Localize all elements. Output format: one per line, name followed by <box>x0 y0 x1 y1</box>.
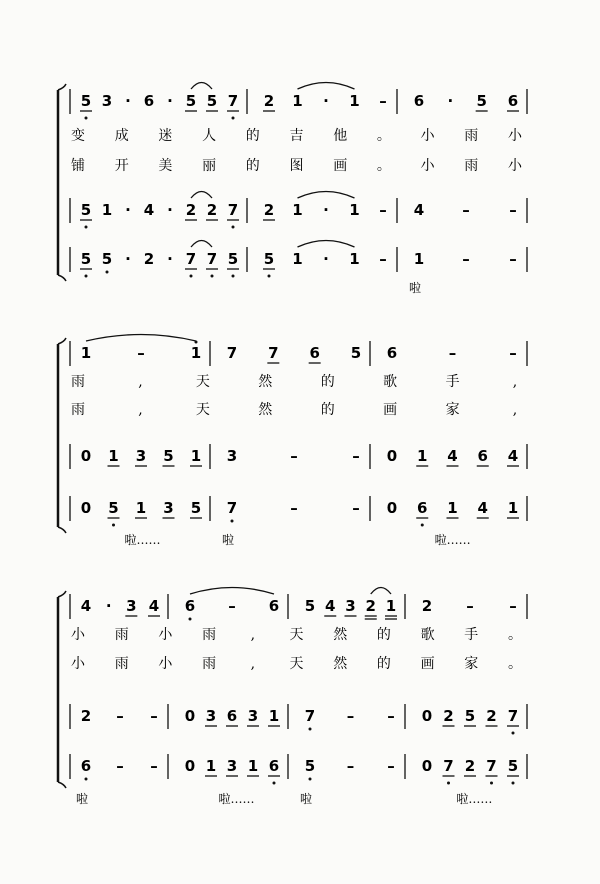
note: 3 <box>226 447 238 465</box>
brace-hook-top <box>58 338 66 344</box>
note: 6 <box>80 757 92 775</box>
octave-dot-below <box>232 226 235 229</box>
octave-dot-below <box>512 732 515 735</box>
note: 3 <box>226 757 238 775</box>
note: 2 <box>443 707 454 725</box>
lyric-line <box>0 127 523 144</box>
note: 4 <box>507 447 519 465</box>
note: 3 <box>135 447 147 465</box>
lyric-line <box>0 402 517 418</box>
dash-extender: – <box>462 250 470 268</box>
lyric-char: 美 <box>158 158 173 174</box>
note: 7 <box>507 707 519 725</box>
note: 7 <box>227 92 239 110</box>
dash-extender: – <box>466 597 474 615</box>
laa-syllable: 啦…… <box>456 792 493 806</box>
dash-extender: – <box>352 447 360 465</box>
lyric-char: 雨 <box>114 627 129 643</box>
note: 2 <box>206 201 218 219</box>
dash-extender: – <box>387 707 395 725</box>
laa-syllable: 啦 <box>300 792 313 806</box>
augmentation-dot: · <box>105 597 112 615</box>
octave-dot-below <box>211 275 214 278</box>
note: 1 <box>190 447 202 465</box>
note: 7 <box>226 499 238 517</box>
dash-extender: – <box>116 707 124 725</box>
note: 4 <box>413 201 425 219</box>
note: 1 <box>507 499 519 517</box>
lyric-char: 小 <box>508 128 522 144</box>
note: 1 <box>417 447 428 465</box>
lyric-char: 然 <box>333 656 348 672</box>
note: 6 <box>417 499 428 517</box>
note: 6 <box>143 92 155 110</box>
note: 2 <box>185 201 197 219</box>
augmentation-dot: · <box>323 201 329 219</box>
note: 6 <box>413 92 425 110</box>
lyric-char: 小 <box>158 627 173 643</box>
lyric-char: 小 <box>71 656 85 672</box>
lyric-char: 雨 <box>202 627 217 643</box>
note: 0 <box>386 499 398 517</box>
lyric-char: 天 <box>289 627 304 643</box>
augmentation-dot: · <box>167 201 173 219</box>
lyric-char: 小 <box>508 158 522 174</box>
lyric-char: , <box>512 374 518 390</box>
note: 1 <box>292 250 303 268</box>
tie-arc <box>86 335 196 342</box>
note: 5 <box>80 201 92 219</box>
laa-syllable: 啦 <box>222 533 235 547</box>
tie-arc <box>190 588 274 595</box>
laa-syllable: 啦 <box>409 281 422 295</box>
note: 4 <box>477 499 488 517</box>
lyric-char: 变 <box>71 128 85 144</box>
lyric-char: 。 <box>508 656 522 672</box>
lyric-char: 迷 <box>158 128 173 144</box>
augmentation-dot: · <box>167 92 173 110</box>
note: 2 <box>421 597 433 615</box>
lyric-char: 雨 <box>114 656 129 672</box>
note: 6 <box>386 344 398 362</box>
note: 1 <box>349 250 360 268</box>
dash-extender: – <box>290 499 298 517</box>
laa-syllable: 啦…… <box>218 792 255 806</box>
augmentation-dot: · <box>125 201 131 219</box>
lyric-char: , <box>250 656 256 672</box>
note: 3 <box>247 707 259 725</box>
note: 7 <box>226 344 238 362</box>
note: 2 <box>365 597 376 615</box>
lyric-char: 小 <box>71 627 85 643</box>
augmentation-dot: · <box>125 92 131 110</box>
note: 7 <box>268 344 279 362</box>
lyric-char: 开 <box>114 158 129 174</box>
octave-dot-below <box>447 782 450 785</box>
octave-dot-below <box>190 275 193 278</box>
lyric-char: , <box>138 402 143 418</box>
lyric-char: 小 <box>158 656 173 672</box>
octave-dot-below <box>273 782 276 785</box>
dash-extender: – <box>379 250 387 268</box>
note: 5 <box>304 597 316 615</box>
octave-dot-below <box>106 271 109 274</box>
dash-extender: – <box>462 201 470 219</box>
brace-hook-bottom <box>58 527 66 533</box>
note: 1 <box>268 707 280 725</box>
note: 3 <box>345 597 356 615</box>
augmentation-dot: · <box>125 250 131 268</box>
octave-dot-below <box>85 275 88 278</box>
note: 1 <box>247 757 259 775</box>
tie-arc <box>298 192 355 199</box>
note: 5 <box>464 707 476 725</box>
lyric-char: 的 <box>320 402 335 418</box>
note: 5 <box>206 92 218 110</box>
augmentation-dot: · <box>323 250 329 268</box>
note: 1 <box>349 92 360 110</box>
lyric-char: 雨 <box>71 402 85 418</box>
note: 0 <box>421 757 433 775</box>
note: 2 <box>263 92 275 110</box>
note: 4 <box>80 597 92 615</box>
note: 2 <box>263 201 275 219</box>
lyric-line <box>0 627 522 643</box>
dash-extender: – <box>379 92 387 110</box>
lyric-char: 雨 <box>464 158 479 174</box>
note: 7 <box>185 250 197 268</box>
octave-dot-below <box>268 275 271 278</box>
lyric-char: 歌 <box>420 627 435 643</box>
note: 6 <box>184 597 196 615</box>
octave-dot-below <box>421 524 424 527</box>
note: 5 <box>101 250 113 268</box>
octave-dot-below <box>112 524 115 527</box>
note: 1 <box>292 201 303 219</box>
note: 7 <box>304 707 316 725</box>
lyric-char: 小 <box>420 158 435 174</box>
octave-dot-below <box>189 618 192 621</box>
note: 5 <box>163 447 174 465</box>
dash-extender: – <box>509 597 517 615</box>
lyric-char: 家 <box>464 656 479 672</box>
note: 5 <box>263 250 275 268</box>
lyric-char: 雨 <box>464 128 479 144</box>
note: 0 <box>184 757 196 775</box>
lyric-char: 手 <box>464 627 479 643</box>
tie-arc <box>191 192 212 199</box>
brace-hook-top <box>58 591 66 597</box>
note: 6 <box>477 447 488 465</box>
tie-arc <box>298 83 355 90</box>
lyric-char: 然 <box>258 374 273 390</box>
lyric-char: 。 <box>376 128 391 144</box>
dash-extender: – <box>448 344 457 362</box>
lyric-char: , <box>250 627 256 643</box>
lyric-char: 天 <box>289 656 304 672</box>
lyric-char: 雨 <box>71 374 85 390</box>
dash-extender: – <box>228 597 236 615</box>
augmentation-dot: · <box>323 92 329 110</box>
lyric-char: 画 <box>383 402 398 418</box>
tie-arc <box>191 83 212 90</box>
note: 1 <box>413 250 425 268</box>
lyric-char: 的 <box>376 627 391 643</box>
note: 1 <box>190 344 202 362</box>
note: 0 <box>80 499 92 517</box>
note: 5 <box>227 250 239 268</box>
octave-dot-below <box>85 117 88 120</box>
note: 1 <box>205 757 217 775</box>
lyric-char: , <box>138 374 143 390</box>
octave-dot-below <box>309 778 312 781</box>
dash-extender: – <box>509 201 517 219</box>
tie-arc <box>371 588 391 595</box>
note: 5 <box>80 92 92 110</box>
lyric-char: 的 <box>245 128 260 144</box>
lyric-char: 家 <box>445 402 460 418</box>
laa-syllable: 啦…… <box>434 533 471 547</box>
lyric-char: 铺 <box>71 158 85 174</box>
note: 4 <box>325 597 336 615</box>
brace-hook-bottom <box>58 782 66 788</box>
laa-syllable: 啦 <box>76 792 89 806</box>
dash-extender: – <box>150 707 158 725</box>
note: 0 <box>421 707 433 725</box>
octave-dot-below <box>85 778 88 781</box>
lyric-char: 的 <box>320 374 335 390</box>
note: 1 <box>108 447 119 465</box>
note: 5 <box>507 757 519 775</box>
note: 4 <box>148 597 160 615</box>
note: 4 <box>447 447 458 465</box>
note: 5 <box>108 499 119 517</box>
lyric-char: 图 <box>289 158 304 174</box>
dash-extender: – <box>290 447 298 465</box>
note: 5 <box>350 344 362 362</box>
dash-extender: – <box>387 757 395 775</box>
dash-extender: – <box>150 757 158 775</box>
brace-hook-top <box>58 84 66 90</box>
note: 0 <box>80 447 92 465</box>
lyric-char: 然 <box>258 402 273 418</box>
note: 1 <box>135 499 147 517</box>
dash-extender: – <box>509 344 517 362</box>
dash-extender: – <box>137 344 145 362</box>
brace-hook-bottom <box>58 275 66 281</box>
note: 5 <box>80 250 92 268</box>
note: 6 <box>226 707 238 725</box>
lyric-char: 然 <box>333 627 348 643</box>
dash-extender: – <box>116 757 124 775</box>
note: 1 <box>447 499 458 517</box>
lyric-char: 丽 <box>202 158 217 174</box>
lyric-char: 画 <box>420 656 435 672</box>
dash-extender: – <box>379 201 387 219</box>
note: 1 <box>385 597 397 615</box>
lyric-char: 成 <box>114 128 129 144</box>
tie-arc <box>298 241 355 248</box>
note: 7 <box>443 757 454 775</box>
lyric-char: , <box>512 402 518 418</box>
octave-dot-below <box>232 275 235 278</box>
lyric-line <box>0 158 523 174</box>
lyric-char: 。 <box>508 627 522 643</box>
note: 7 <box>227 201 239 219</box>
octave-dot-below <box>309 728 312 731</box>
note: 2 <box>143 250 155 268</box>
octave-dot-below <box>512 782 515 785</box>
dash-extender: – <box>346 757 355 775</box>
note: 1 <box>80 344 92 362</box>
system-2 <box>0 335 527 548</box>
dash-extender: – <box>352 499 360 517</box>
note: 5 <box>304 757 316 775</box>
note: 0 <box>184 707 196 725</box>
note: 3 <box>163 499 174 517</box>
note: 2 <box>486 707 497 725</box>
dash-extender: – <box>509 250 517 268</box>
lyric-char: 手 <box>445 374 460 390</box>
augmentation-dot: · <box>167 250 173 268</box>
octave-dot-below <box>85 226 88 229</box>
note: 2 <box>464 757 476 775</box>
note: 4 <box>143 201 155 219</box>
note: 6 <box>268 757 280 775</box>
note: 6 <box>268 597 280 615</box>
note: 3 <box>101 92 113 110</box>
lyric-line <box>0 656 522 672</box>
note: 1 <box>292 92 303 110</box>
note: 6 <box>309 344 320 362</box>
lyric-char: 人 <box>202 128 217 144</box>
note: 3 <box>205 707 217 725</box>
lyric-char: 小 <box>420 128 435 144</box>
lyric-char: 歌 <box>383 374 398 390</box>
note: 5 <box>476 92 487 110</box>
note: 7 <box>486 757 497 775</box>
tie-arc <box>191 241 212 248</box>
lyric-char: 吉 <box>289 128 304 144</box>
note: 0 <box>386 447 398 465</box>
note: 7 <box>206 250 218 268</box>
laa-syllable: 啦…… <box>124 533 161 547</box>
lyric-char: 天 <box>195 402 210 418</box>
note: 5 <box>185 92 197 110</box>
system-3 <box>0 588 527 807</box>
system-1 <box>0 83 527 296</box>
lyric-char: 的 <box>376 656 391 672</box>
note: 1 <box>349 201 360 219</box>
lyric-char: 画 <box>333 158 348 174</box>
lyric-char: 的 <box>245 158 260 174</box>
note: 6 <box>507 92 519 110</box>
lyric-char: 天 <box>195 374 210 390</box>
octave-dot-below <box>490 782 493 785</box>
augmentation-dot: · <box>447 92 454 110</box>
note: 5 <box>190 499 202 517</box>
note: 2 <box>80 707 92 725</box>
note: 1 <box>101 201 113 219</box>
octave-dot-below <box>231 520 234 523</box>
lyric-line <box>0 374 517 390</box>
lyric-char: 雨 <box>202 656 217 672</box>
lyric-char: 。 <box>376 158 391 174</box>
octave-dot-below <box>232 117 235 120</box>
lyric-char: 他 <box>333 128 348 144</box>
note: 3 <box>126 597 137 615</box>
dash-extender: – <box>346 707 355 725</box>
